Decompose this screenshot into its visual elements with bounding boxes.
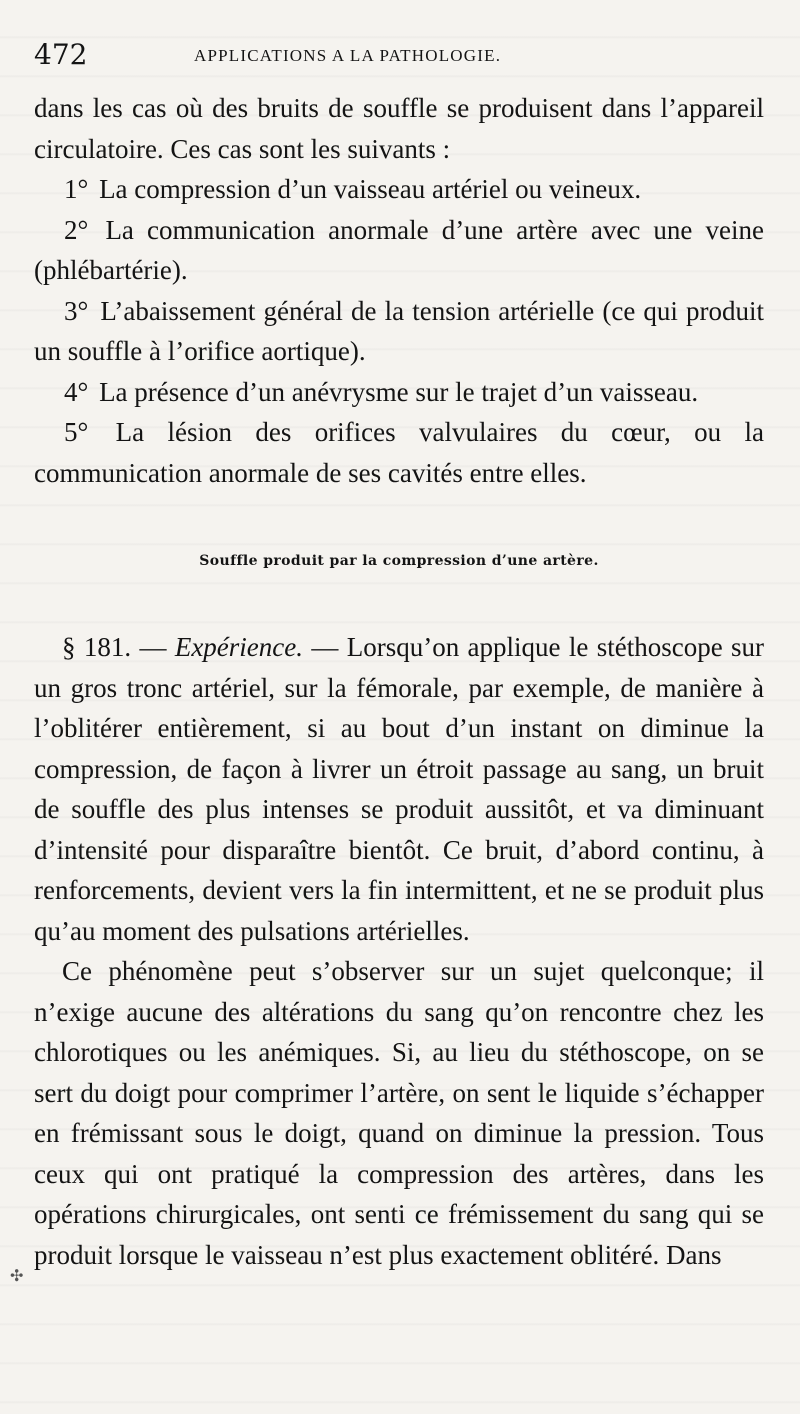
list-number: 4° (64, 376, 89, 407)
list-item (34, 412, 764, 493)
experiment-paragraph (34, 627, 764, 951)
list-item (34, 372, 764, 413)
list-text: La lésion des orifices valvulaires du cœur, ou la communication anormale de ses cavités entre elles. (34, 417, 764, 488)
page-number: 472 (34, 38, 88, 71)
list-number: 5° (64, 417, 89, 447)
running-head: APPLICATIONS A LA PATHOLOGIE. (194, 46, 502, 65)
section-title: Souffle produit par la compression d’une artère. (199, 553, 599, 569)
list-number: 2° (64, 214, 89, 245)
experiment-dash-2: — (311, 632, 339, 662)
experiment-dash: — (139, 632, 167, 662)
paragraph-number: § 181. (62, 632, 132, 662)
list-number: 1° (64, 174, 89, 204)
experiment-label: Expérience. (174, 632, 303, 662)
list-item (34, 291, 764, 372)
second-paragraph: Ce phénomène peut s’observer sur un sujet quelconque; il n’exige aucune des altérations du sang qu’on rencontre chez les chlorotiques ou les anémiques. Si, au lieu du stéthoscope, on se sert du doigt pour comprimer l’artère, on sent le liquide s’échapper en frémissant sous le doigt, quand on diminue la pression. Tous ceux qui ont pratiqué la compression des artères, dans les opérations chirurgicales, ont senti ce frémissement du sang qui se produit lorsque le vaisseau n’est plus exactement oblitéré. Dans (34, 956, 764, 1270)
list-text: La présence d’un anévrysme sur le trajet d’un vaisseau. (99, 376, 699, 407)
list-item (34, 210, 764, 291)
list-number: 3° (64, 295, 89, 326)
list-text: L’abaissement général de la tension artérielle (ce qui produit un souffle à l’orifice aortique). (34, 295, 765, 366)
list-text: La communication anormale d’une artère avec une veine (phlébartérie). (34, 214, 764, 285)
page-header (34, 38, 764, 78)
experiment-text: Lorsqu’on applique le stéthoscope sur un gros tronc artériel, sur la fémorale, par exemple, de manière à l’oblitérer entièrement, si au bout d’un instant on diminue la compression, de façon à livrer un étroit passage au sang, un bruit de souffle des plus intenses se produit aussitôt, et va diminuant d’intensité pour disparaître bientôt. Ce bruit, d’abord continu, à renforcements, devient vers la fin intermittent, et ne se produit plus qu’au moment des pulsations artérielles. (34, 632, 765, 946)
list-item (34, 169, 764, 210)
margin-mark: ✣ (10, 1266, 24, 1285)
list-text: La compression d’un vaisseau artériel ou veineux. (99, 174, 642, 204)
intro-paragraph: dans les cas où des bruits de souffle se produisent dans l’appareil circulatoire. Ces cas sont les suivants : (34, 93, 764, 164)
body-text (34, 88, 764, 1275)
